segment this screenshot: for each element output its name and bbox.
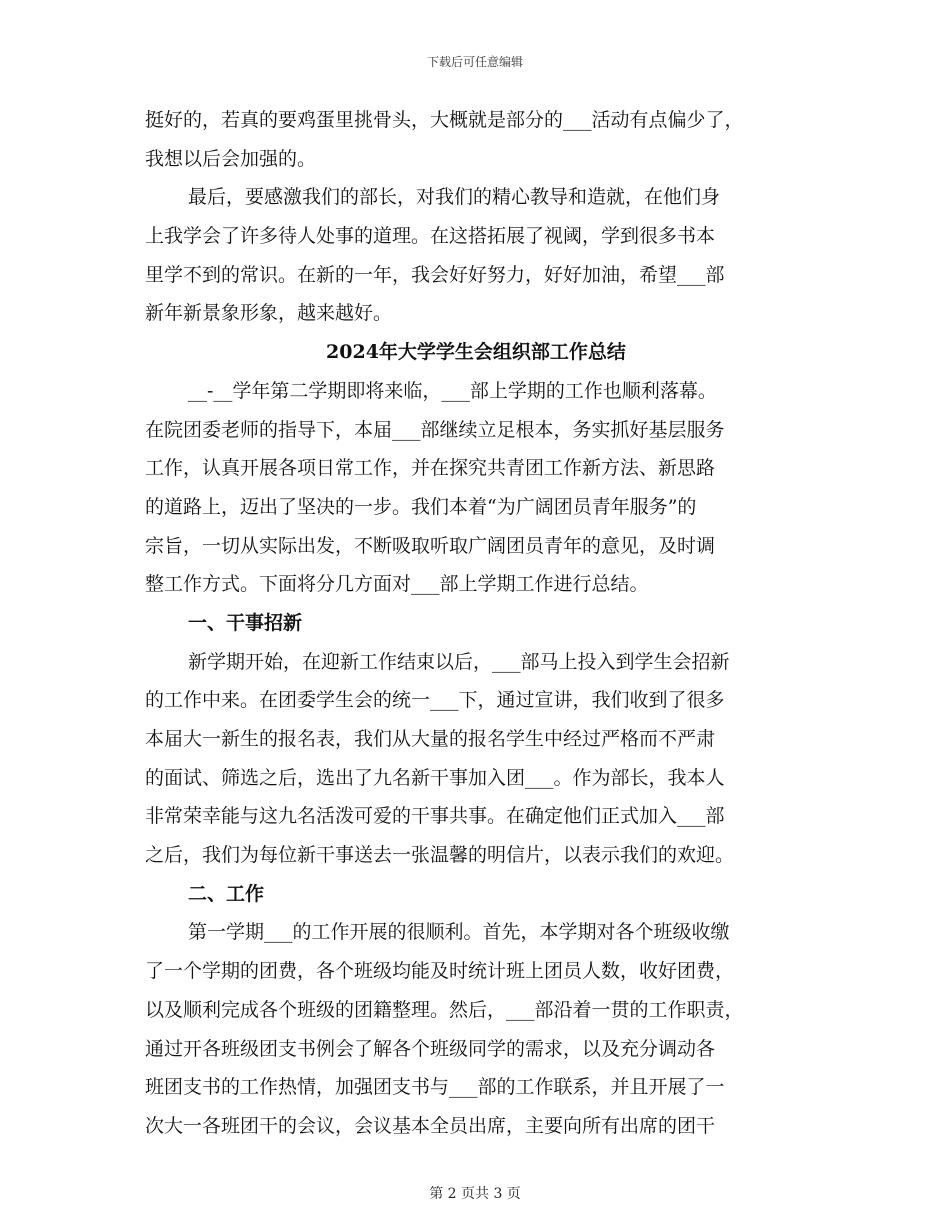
body-line: 以及顺利完成各个班级的团籍整理。然后，___部沿着一贯的工作职责，	[145, 998, 744, 1021]
body-line: 本届大一新生的报名表，我们从大量的报名学生中经过严格而不严肃	[145, 728, 716, 750]
body-line: 的工作中来。在团委学生会的统一___下，通过宣讲，我们收到了很多	[145, 689, 725, 712]
paragraph-start-line: 第一学期___的工作开展的很顺利。首先，本学期对各个班级收缴	[188, 921, 730, 944]
section-title: 2024年大学学生会组织部工作总结	[326, 341, 626, 364]
body-line: 整工作方式。下面将分几方面对___部上学期工作进行总结。	[145, 573, 649, 596]
body-line: 班团支书的工作热情，加强团支书与___部的工作联系，并且开展了一	[145, 1076, 725, 1099]
body-line: 的道路上，迈出了坚决的一步。我们本着“为广阔团员青年服务”的	[145, 495, 697, 518]
body-line: 里学不到的常识。在新的一年，我会好好努力，好好加油，希望___部	[145, 263, 725, 286]
body-line: 新年新景象形象，越来越好。	[145, 302, 393, 325]
body-line: 次大一各班团干的会议，会议基本全员出席，主要向所有出席的团干	[145, 1114, 716, 1137]
body-line: 上我学会了许多待人处事的道理。在这搭拓展了视阈，学到很多书本	[145, 225, 716, 248]
body-line: 的面试、筛选之后，选出了九名新干事加入团___。作为部长，我本人	[145, 766, 725, 789]
section-heading: 一、干事招新	[188, 611, 303, 634]
section-heading: 二、工作	[188, 882, 265, 905]
body-line: 挺好的，若真的要鸡蛋里挑骨头，大概就是部分的___活动有点偏少了，	[145, 109, 744, 131]
body-line: 宗旨，一切从实际出发，不断吸取听取广阔团员青年的意见，及时调	[145, 534, 716, 557]
body-line: 在院团委老师的指导下，本届___部继续立足根本，务实抓好基层服务	[145, 418, 725, 441]
paragraph-start-line: 最后，要感激我们的部长，对我们的精心教导和造就，在他们身	[188, 186, 721, 209]
body-line: 非常荣幸能与这九名活泼可爱的干事共事。在确定他们正式加入___部	[145, 805, 725, 828]
page-header: 下载后可任意编辑	[426, 55, 523, 69]
body-line: 工作，认真开展各项日常工作，并在探究共青团工作新方法、新思路	[145, 457, 716, 480]
document-body	[145, 101, 807, 1146]
page-footer: 第 2 页共 3 页	[429, 1186, 521, 1202]
body-line: 了一个学期的团费，各个班级均能及时统计班上团员人数，收好团费，	[145, 960, 735, 983]
paragraph-start-line: __-__学年第二学期即将来临，___部上学期的工作也顺利落幕。	[188, 379, 717, 402]
body-line: 我想以后会加强的。	[145, 147, 317, 170]
paragraph-start-line: 新学期开始，在迎新工作结束以后，___部马上投入到学生会招新	[188, 650, 730, 673]
body-line: 通过开各班级团支书例会了解各个班级同学的需求，以及充分调动各	[145, 1037, 716, 1060]
body-line: 之后，我们为每位新干事送去一张温馨的明信片，以表示我们的欢迎。	[145, 844, 735, 867]
